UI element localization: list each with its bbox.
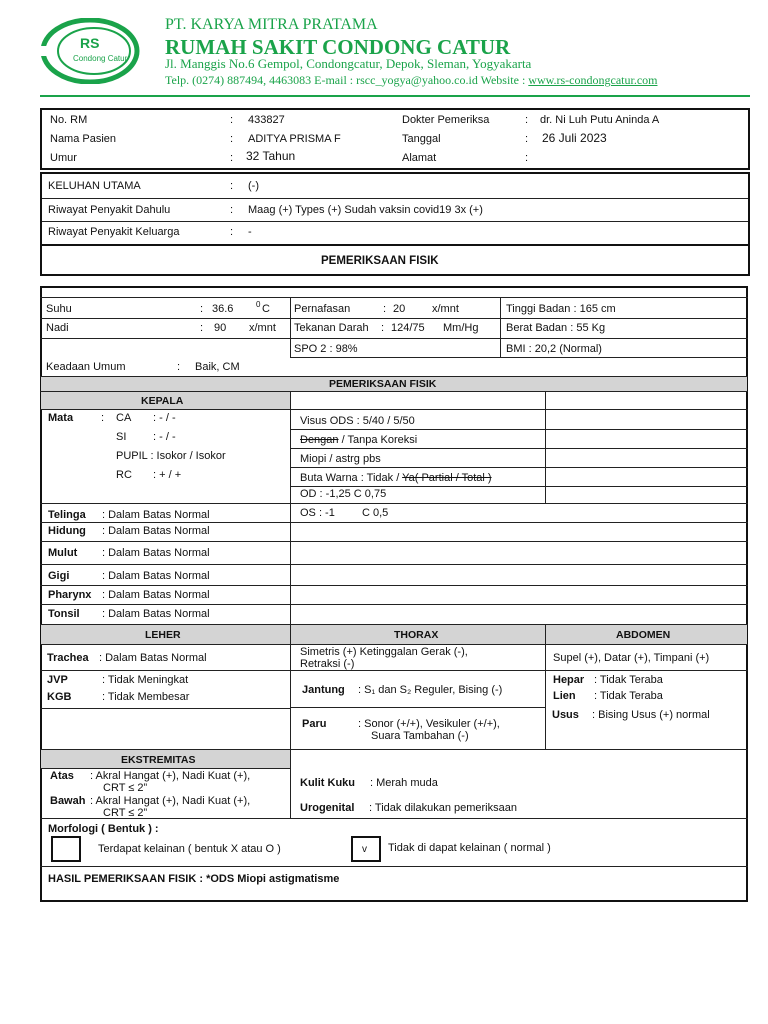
divider xyxy=(290,707,545,708)
kgb-label: KGB xyxy=(47,691,72,703)
miopi: Miopi / astrg pbs xyxy=(300,453,381,465)
jantung-label: Jantung xyxy=(302,684,345,696)
divider xyxy=(290,409,748,410)
divider xyxy=(40,409,290,410)
tonsil-label: Tonsil xyxy=(48,608,80,620)
rc-value: : + / + xyxy=(153,469,182,481)
pernafasan-value: 20 xyxy=(393,303,406,315)
hospital-contact xyxy=(165,73,657,87)
od: OD : -1,25 C 0,75 xyxy=(300,488,387,500)
hidung-label: Hidung xyxy=(48,525,86,537)
nama-label: Nama Pasien xyxy=(50,133,117,145)
divider xyxy=(290,429,748,430)
divider xyxy=(40,522,748,523)
hospital-name: RUMAH SAKIT CONDONG CATUR xyxy=(165,35,511,59)
telinga-value: : Dalam Batas Normal xyxy=(102,509,210,521)
kulit-label: Kulit Kuku xyxy=(300,777,355,789)
nadi-unit: x/mnt xyxy=(249,322,276,334)
umur-value: 32 Tahun xyxy=(246,149,296,163)
hepar-label: Hepar xyxy=(553,674,585,686)
gigi-value: : Dalam Batas Normal xyxy=(102,570,210,582)
alamat-label: Alamat xyxy=(402,152,437,164)
colon: : xyxy=(200,303,204,315)
bawah-line1: : Akral Hangat (+), Nadi Kuat (+), xyxy=(90,795,251,807)
divider xyxy=(42,244,748,246)
pharynx-label: Pharynx xyxy=(48,589,92,601)
divider xyxy=(290,467,748,468)
ca-text: - / - xyxy=(159,412,176,424)
divider xyxy=(40,564,748,565)
telinga-label: Telinga xyxy=(48,509,86,521)
divider xyxy=(545,624,546,749)
colon: : xyxy=(525,152,529,164)
colon: : xyxy=(230,204,234,216)
hidung-value: : Dalam Batas Normal xyxy=(102,525,210,537)
rpk-value: - xyxy=(248,226,252,238)
lien-value: : Tidak Teraba xyxy=(594,690,663,702)
colon: : xyxy=(383,303,387,315)
pernafasan-label: Pernafasan xyxy=(294,303,351,315)
keluhan-value: (-) xyxy=(248,180,259,192)
td-unit: Mm/Hg xyxy=(443,322,479,334)
checkbox-kelainan[interactable] xyxy=(51,836,81,862)
simetris-line2: Retraksi (-) xyxy=(300,658,355,670)
divider xyxy=(40,297,748,298)
colon: : xyxy=(230,152,234,164)
jvp-label: JVP xyxy=(47,674,68,686)
usus-label: Usus xyxy=(552,709,579,721)
td-value: 124/75 xyxy=(391,322,425,334)
umur-label: Umur xyxy=(50,152,77,164)
tanggal-value: 26 Juli 2023 xyxy=(542,131,607,145)
exam-title: PEMERIKSAAN FISIK xyxy=(329,378,437,390)
divider xyxy=(40,503,748,504)
lien-label: Lien xyxy=(553,690,576,702)
atas-label: Atas xyxy=(50,770,74,782)
divider xyxy=(290,391,291,624)
section-title: PEMERIKSAAN FISIK xyxy=(321,255,439,267)
hepar-value: : Tidak Teraba xyxy=(594,674,663,686)
divider xyxy=(40,541,748,542)
os-label: OS : -1 xyxy=(300,507,335,519)
si-value: : - / - xyxy=(153,431,176,443)
uro-value: : Tidak dilakukan pemeriksaan xyxy=(369,802,517,814)
suhu-label: Suhu xyxy=(46,303,72,315)
jvp-value: : Tidak Meningkat xyxy=(102,674,189,686)
gigi-label: Gigi xyxy=(48,570,70,582)
hospital-address: Jl. Manggis No.6 Gempol, Condongcatur, Depok, Sleman, Yogyakarta xyxy=(165,56,532,71)
header-divider xyxy=(40,95,750,97)
visus: Visus ODS : 5/40 / 5/50 xyxy=(300,415,415,427)
jantung-value: : S₁ dan S₂ Reguler, Bising (-) xyxy=(358,684,503,696)
dengan-struck: Dengan xyxy=(300,434,339,446)
colon: : xyxy=(525,114,529,126)
nama-value: ADITYA PRISMA F xyxy=(248,133,341,145)
suhu-value: 36.6 xyxy=(212,303,234,315)
paru-label: Paru xyxy=(302,718,327,730)
kgb-value: : Tidak Membesar xyxy=(102,691,190,703)
ekstremitas-title: EKSTREMITAS xyxy=(121,754,196,766)
colon: : xyxy=(230,226,234,238)
td-label: Tekanan Darah xyxy=(294,322,369,334)
divider xyxy=(290,448,748,449)
divider xyxy=(40,604,748,605)
colon: : xyxy=(101,412,105,424)
os-value: C 0,5 xyxy=(362,507,389,519)
company-name: PT. KARYA MITRA PRATAMA xyxy=(165,16,378,33)
divider xyxy=(42,221,748,222)
spo2: SPO 2 : 98% xyxy=(294,343,358,355)
pharynx-value: : Dalam Batas Normal xyxy=(102,589,210,601)
logo-text: RS xyxy=(80,35,100,51)
no-rm-label: No. RM xyxy=(50,114,88,126)
colon: : xyxy=(200,322,204,334)
koreksi xyxy=(300,433,417,447)
divider xyxy=(40,708,290,709)
colon: : xyxy=(230,133,234,145)
suhu-unit: C xyxy=(262,303,270,315)
kepala-title: KEPALA xyxy=(141,395,184,407)
website-link[interactable]: www.rs-condongcatur.com xyxy=(528,73,658,87)
paru-line1: : Sonor (+/+), Vesikuler (+/+), xyxy=(358,718,500,730)
bawah-label: Bawah xyxy=(50,795,86,807)
dokter-label: Dokter Pemeriksa xyxy=(402,114,490,126)
divider xyxy=(40,338,748,339)
rc-label: RC xyxy=(116,469,132,481)
atas-line1: : Akral Hangat (+), Nadi Kuat (+), xyxy=(90,770,251,782)
divider xyxy=(40,318,748,319)
kulit-value: : Merah muda xyxy=(370,777,438,789)
colon: : xyxy=(230,114,234,126)
divider xyxy=(290,357,748,358)
bmi: BMI : 20,2 (Normal) xyxy=(506,343,602,355)
paru-line2: Suara Tambahan (-) xyxy=(371,730,469,742)
rpk-label: Riwayat Penyakit Keluarga xyxy=(48,226,180,238)
abdomen-title: ABDOMEN xyxy=(616,629,671,641)
tanpa-koreksi: / Tanpa Koreksi xyxy=(338,434,418,446)
divider xyxy=(40,866,748,867)
hasil-pemeriksaan: HASIL PEMERIKSAAN FISIK : *ODS Miopi astigmatisme xyxy=(48,873,340,885)
divider xyxy=(42,198,748,199)
thorax-title: THORAX xyxy=(394,629,439,641)
si-text: - / - xyxy=(159,431,176,443)
divider xyxy=(290,624,291,818)
divider xyxy=(40,670,748,671)
keluhan-label: KELUHAN UTAMA xyxy=(48,180,141,192)
berat-badan: Berat Badan : 55 Kg xyxy=(506,322,606,334)
pupil: PUPIL : Isokor / Isokor xyxy=(116,450,226,462)
divider xyxy=(500,297,501,357)
rpd-label: Riwayat Penyakit Dahulu xyxy=(48,204,171,216)
bawah-line2: CRT ≤ 2” xyxy=(103,807,148,819)
option-normal-label: Tidak di dapat kelainan ( normal ) xyxy=(388,842,551,854)
morfologi-title: Morfologi ( Bentuk ) : xyxy=(48,823,159,835)
ca-label: CA xyxy=(116,412,132,424)
logo-subtext: Condong Catur xyxy=(73,54,128,63)
simetris-line1: Simetris (+) Ketinggalan Gerak (-), xyxy=(300,646,468,658)
leher-title: LEHER xyxy=(145,629,181,641)
suhu-degree: 0 xyxy=(256,300,261,309)
colon: : xyxy=(381,322,385,334)
tonsil-value: : Dalam Batas Normal xyxy=(102,608,210,620)
dokter-value: dr. Ni Luh Putu Aninda A xyxy=(540,114,660,126)
si-label: SI xyxy=(116,431,127,443)
tinggi-badan: Tinggi Badan : 165 cm xyxy=(506,303,616,315)
buta-warna-text: Buta Warna : Tidak / xyxy=(300,472,403,484)
rpd-value: Maag (+) Types (+) Sudah vaksin covid19 3x (+) xyxy=(248,204,483,216)
colon: : xyxy=(525,133,529,145)
trachea-label: Trachea xyxy=(47,652,89,664)
uro-label: Urogenital xyxy=(300,802,355,814)
colon: : xyxy=(230,180,234,192)
pernafasan-unit: x/mnt xyxy=(432,303,459,315)
atas-line2: CRT ≤ 2” xyxy=(103,782,148,794)
keadaan-umum-label: Keadaan Umum xyxy=(46,361,126,373)
checkbox-normal-mark: v xyxy=(362,844,367,855)
keadaan-umum-value: Baik, CM xyxy=(195,361,240,373)
tanggal-label: Tanggal xyxy=(402,133,441,145)
buta-warna xyxy=(300,471,492,485)
trachea-value: : Dalam Batas Normal xyxy=(99,652,207,664)
supel: Supel (+), Datar (+), Timpani (+) xyxy=(553,652,710,664)
ca-value: : - / - xyxy=(153,412,176,424)
option-kelainan-label: Terdapat kelainan ( bentuk X atau O ) xyxy=(98,843,281,855)
hospital-logo xyxy=(40,18,140,84)
no-rm-value: 433827 xyxy=(248,114,285,126)
nadi-value: 90 xyxy=(214,322,227,334)
divider xyxy=(290,297,291,357)
contact-text: Telp. (0274) 887494, 4463083 E-mail : rscc_yogya@yahoo.co.id Website : xyxy=(165,73,529,87)
usus-value: : Bising Usus (+) normal xyxy=(592,709,710,721)
mulut-value: : Dalam Batas Normal xyxy=(102,547,210,559)
mata-label: Mata xyxy=(48,412,74,424)
colon: : xyxy=(177,361,181,373)
nadi-label: Nadi xyxy=(46,322,69,334)
divider xyxy=(40,585,748,586)
rc-text: + / + xyxy=(159,469,182,481)
mulut-label: Mulut xyxy=(48,547,78,559)
buta-warna-struck: Ya( Partial / Total ) xyxy=(402,472,492,484)
